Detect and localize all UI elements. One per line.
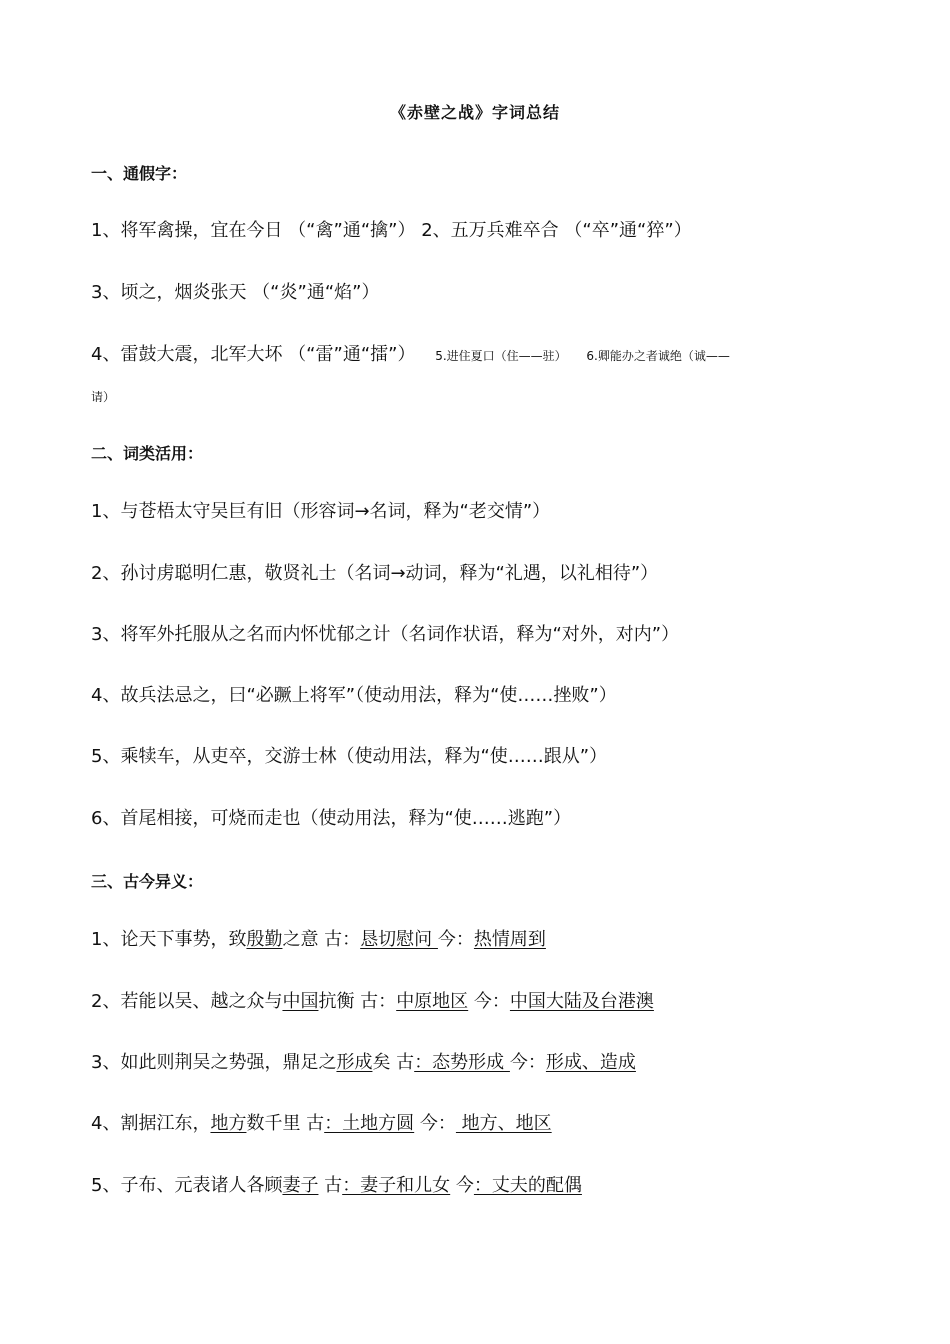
gujinyiyi-modern-meaning: 地方、地区 (455, 1113, 552, 1134)
gujinyiyi-ancient-meaning: ：态势形成 (414, 1052, 510, 1073)
tongjiazi-line-1 (91, 219, 692, 243)
gujinyiyi-item-3 (91, 1051, 636, 1075)
cileihuoyong-item-4: 4、故兵法忌之，曰“必蹶上将军”（使动用法，释为“使……挫败”） (91, 685, 617, 706)
gujinyiyi-ancient-meaning: 恳切慰问 (360, 929, 438, 950)
gujinyiyi-modern-meaning: 热情周到 (473, 929, 546, 950)
cileihuoyong-item-3: 3、将军外托服从之名而内怀忧郁之计（名词作状语，释为“对外，对内”） (91, 624, 680, 645)
tongjiazi-item-2: 2、五万兵难卒合 （“卒”通“猝”） (421, 220, 692, 241)
gujinyiyi-modern-label: 今： (509, 1052, 546, 1073)
document-title: 《赤壁之战》字词总结 (389, 103, 560, 122)
gujinyiyi-sentence: 2、若能以吴、越之众与 (91, 991, 283, 1012)
gujinyiyi-sentence: 1、论天下事势，致 (91, 929, 247, 950)
gujinyiyi-sentence: 3、如此则荆吴之势强，鼎足之 (91, 1052, 337, 1073)
gujinyiyi-modern-meaning: ：丈夫的配偶 (473, 1175, 582, 1196)
gujinyiyi-modern-label: 今： (468, 991, 510, 1012)
gujinyiyi-keyword: 殷勤 (246, 929, 283, 950)
gujinyiyi-sentence: 4、割据江东， (91, 1113, 211, 1134)
gujinyiyi-modern-meaning: 中国大陆及台港澳 (509, 991, 654, 1012)
tongjiazi-item-6-continued: 请） (91, 390, 116, 404)
cileihuoyong-item-2: 2、孙讨虏聪明仁惠，敬贤礼士（名词→动词，释为“礼遇，以礼相待”） (91, 563, 659, 584)
gujinyiyi-item-1 (91, 928, 546, 952)
cileihuoyong-item-1: 1、与苍梧太守吴巨有旧（形容词→名词，释为“老交情”） (91, 501, 551, 522)
tongjiazi-item-4: 4、雷鼓大震，北军大坏 （“雷”通“擂”） (91, 344, 416, 365)
cileihuoyong-item-6: 6、首尾相接，可烧而走也（使动用法，释为“使……逃跑”） (91, 808, 572, 829)
gujinyiyi-item-4 (91, 1112, 552, 1136)
gujinyiyi-sentence-end: 之意 古： (282, 929, 361, 950)
gujinyiyi-item-2 (91, 990, 654, 1014)
gujinyiyi-sentence-end: 矣 古 (372, 1052, 415, 1073)
gujinyiyi-sentence-end: 抗衡 古： (318, 991, 397, 1012)
section-heading-tongjiazi: 一、通假字： (91, 164, 188, 183)
gujinyiyi-ancient-meaning: ：土地方圆 (324, 1113, 415, 1134)
gujinyiyi-keyword: 妻子 (282, 1175, 319, 1196)
gujinyiyi-item-5 (91, 1174, 582, 1198)
cileihuoyong-item-5: 5、乘犊车，从吏卒，交游士林（使动用法，释为“使……跟从”） (91, 746, 608, 767)
gujinyiyi-modern-label: 今： (437, 929, 474, 950)
tongjiazi-item-5: 5.进住夏口（住——驻） (435, 349, 567, 363)
gujinyiyi-ancient-meaning: 中原地区 (396, 991, 469, 1012)
gujinyiyi-ancient-meaning: ：妻子和儿女 (342, 1175, 451, 1196)
gujinyiyi-keyword: 形成 (336, 1052, 373, 1073)
gujinyiyi-sentence-end: 古 (318, 1175, 343, 1196)
tongjiazi-item-3: 3、顷之，烟炎张天 （“炎”通“焰”） (91, 282, 380, 303)
tongjiazi-item-6: 6.卿能办之者诚绝（诚—— (586, 349, 730, 363)
gujinyiyi-modern-meaning: 形成、造成 (545, 1052, 636, 1073)
gujinyiyi-sentence-end: 数千里 古 (246, 1113, 325, 1134)
gujinyiyi-sentence: 5、子布、元表诸人各顾 (91, 1175, 283, 1196)
section-heading-gujinyiyi: 三、古今异义： (91, 872, 204, 891)
tongjiazi-item-1: 1、将军禽操，宜在今日 （“禽”通“擒”） (91, 220, 416, 241)
tongjiazi-line-3 (91, 343, 730, 368)
gujinyiyi-keyword: 地方 (210, 1113, 247, 1134)
section-heading-cileihuoyong: 二、词类活用： (91, 444, 204, 463)
gujinyiyi-modern-label: 今： (414, 1113, 456, 1134)
gujinyiyi-keyword: 中国 (282, 991, 319, 1012)
gujinyiyi-modern-label: 今 (450, 1175, 474, 1196)
